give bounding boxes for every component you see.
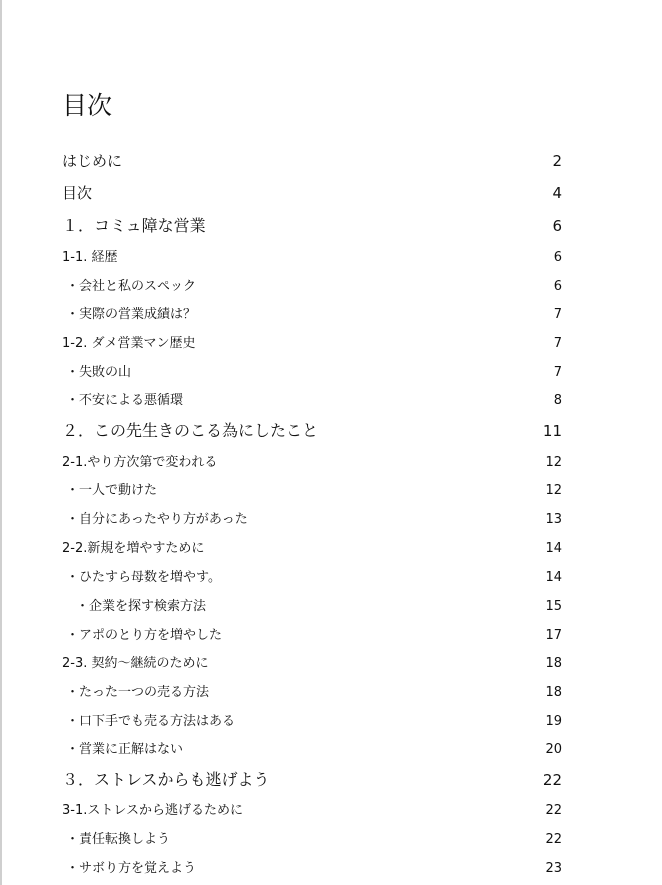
toc-entry-page: 17 bbox=[545, 628, 562, 643]
toc-item[interactable] bbox=[62, 389, 562, 408]
toc-entry-label: はじめに bbox=[62, 152, 123, 170]
toc-section[interactable] bbox=[62, 246, 562, 265]
toc-entry[interactable] bbox=[62, 150, 562, 171]
toc-entry-label: ・企業を探す検索方法 bbox=[76, 599, 207, 614]
toc-entry-page: 22 bbox=[545, 832, 562, 847]
toc-item[interactable] bbox=[62, 303, 562, 322]
toc-entry-page: 11 bbox=[542, 422, 562, 440]
toc-entry-label: ・責任転換しよう bbox=[66, 832, 171, 847]
toc-item[interactable] bbox=[62, 710, 562, 729]
toc-entry-page: 15 bbox=[545, 599, 562, 614]
toc-entry-page: 22 bbox=[545, 803, 562, 818]
toc-item[interactable] bbox=[62, 828, 562, 847]
toc-entry-label: ３．ストレスからも逃げよう bbox=[62, 770, 270, 789]
toc-item[interactable] bbox=[62, 857, 562, 876]
toc-entry-page: 7 bbox=[553, 336, 562, 351]
toc-entry-label: ２．この先生きのこる為にしたこと bbox=[62, 421, 319, 440]
toc-chapter[interactable] bbox=[62, 213, 562, 236]
toc-chapter[interactable] bbox=[62, 767, 562, 790]
toc-entry-page: 4 bbox=[552, 184, 562, 202]
toc-section[interactable] bbox=[62, 332, 562, 351]
toc-entry-label: ・実際の営業成績は？ bbox=[66, 307, 197, 322]
toc-entry[interactable] bbox=[62, 182, 562, 203]
toc-entry-page: 12 bbox=[545, 483, 562, 498]
toc-entry-label: ・会社と私のスペック bbox=[66, 279, 197, 294]
toc-entry-page: 7 bbox=[553, 307, 562, 322]
toc-entry-label: ・失敗の山 bbox=[66, 365, 132, 380]
page-title: 目次 bbox=[62, 91, 113, 120]
toc-entry-page: 8 bbox=[553, 393, 562, 408]
toc-entry-label: 1-2. ダメ営業マン歴史 bbox=[62, 336, 196, 351]
toc-entry-label: 2-1.やり方次第で変われる bbox=[62, 455, 218, 470]
toc-entry-page: 14 bbox=[545, 541, 562, 556]
toc-entry-label: ・サボり方を覚えよう bbox=[66, 861, 197, 876]
toc-entry-page: 19 bbox=[545, 714, 562, 729]
toc-entry-page: 6 bbox=[553, 250, 562, 265]
toc-section[interactable] bbox=[62, 799, 562, 818]
toc-item[interactable] bbox=[62, 361, 562, 380]
toc-entry-label: ・自分にあったやり方があった bbox=[66, 512, 248, 527]
toc-subitem[interactable] bbox=[62, 595, 562, 614]
toc-entry-label: ・たった一つの売る方法 bbox=[66, 685, 210, 700]
toc-entry-page: 2 bbox=[552, 152, 562, 170]
toc-chapter[interactable] bbox=[62, 418, 562, 441]
toc-entry-label: ・営業に正解はない bbox=[66, 742, 184, 757]
toc-entry-page: 7 bbox=[553, 365, 562, 380]
toc-entry-label: 目次 bbox=[62, 184, 93, 202]
toc-section[interactable] bbox=[62, 451, 562, 470]
toc-entry-page: 6 bbox=[552, 217, 562, 235]
toc-entry-page: 18 bbox=[545, 656, 562, 671]
toc-item[interactable] bbox=[62, 738, 562, 757]
toc-entry-label: 3-1.ストレスから逃げるために bbox=[62, 803, 243, 818]
toc-item[interactable] bbox=[62, 624, 562, 643]
toc-item[interactable] bbox=[62, 566, 562, 585]
toc-entry-label: 1-1. 経歴 bbox=[62, 250, 118, 265]
toc-section[interactable] bbox=[62, 537, 562, 556]
toc-entry-page: 12 bbox=[545, 455, 562, 470]
toc-item[interactable] bbox=[62, 508, 562, 527]
toc-entry-label: ・ひたすら母数を増やす。 bbox=[66, 570, 221, 585]
toc-entry-label: １．コミュ障な営業 bbox=[62, 216, 206, 235]
toc-item[interactable] bbox=[62, 479, 562, 498]
toc-entry-label: ・口下手でも売る方法はある bbox=[66, 714, 236, 729]
toc-entry-page: 13 bbox=[545, 512, 562, 527]
toc-entry-page: 20 bbox=[545, 742, 562, 757]
toc-entry-label: ・不安による悪循環 bbox=[66, 393, 184, 408]
toc-entry-page: 23 bbox=[545, 861, 562, 876]
page-left-edge bbox=[0, 0, 2, 885]
toc-section[interactable] bbox=[62, 652, 562, 671]
toc-item[interactable] bbox=[62, 275, 562, 294]
toc-entry-page: 14 bbox=[545, 570, 562, 585]
toc-entry-label: ・一人で動けた bbox=[66, 483, 158, 498]
toc-entry-label: 2-3. 契約〜継続のために bbox=[62, 656, 209, 671]
toc-entry-label: ・アポのとり方を増やした bbox=[66, 628, 223, 643]
toc-entry-label: 2-2.新規を増やすために bbox=[62, 541, 205, 556]
toc-entry-page: 22 bbox=[542, 771, 562, 789]
toc-item[interactable] bbox=[62, 681, 562, 700]
toc-entry-page: 18 bbox=[545, 685, 562, 700]
toc-entry-page: 6 bbox=[553, 279, 562, 294]
